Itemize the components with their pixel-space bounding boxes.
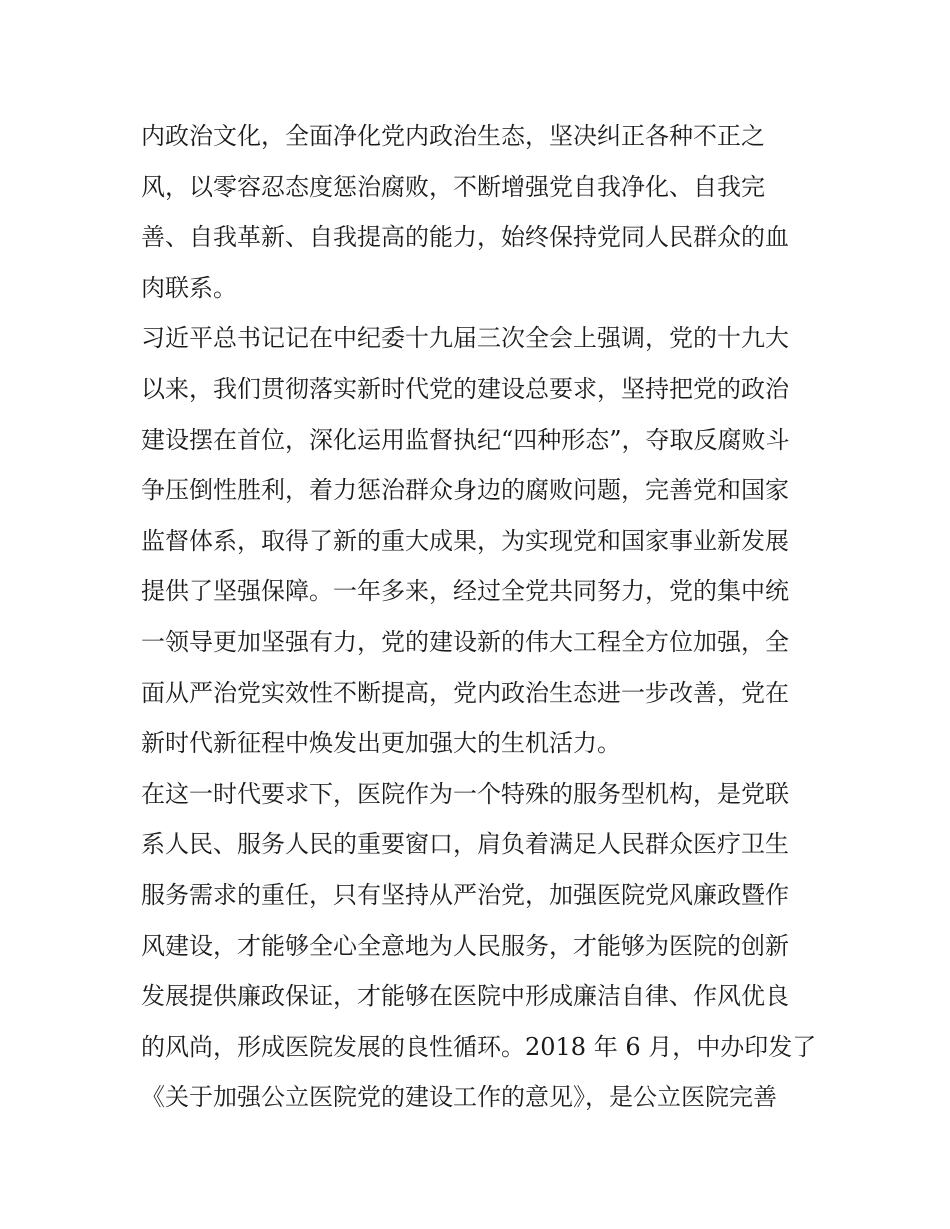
text-line: 习近平总书记记在中纪委十九届三次全会上强调，党的十九大 xyxy=(141,324,789,353)
text-line: 风建设，才能够全心全意地为人民服务，才能够为医院的创新 xyxy=(141,931,789,960)
text-line: 提供了坚强保障。一年多来，经过全党共同努力，党的集中统 xyxy=(141,577,789,606)
text-line: 一领导更加坚强有力，党的建设新的伟大工程全方位加强，全 xyxy=(141,627,789,656)
text-line: 肉联系。 xyxy=(141,273,237,302)
text-line: 内政治文化，全面净化党内政治生态，坚决纠正各种不正之 xyxy=(141,122,765,150)
text-line: 风，以零容忍态度惩治腐败，不断增强党自我净化、自我完 xyxy=(141,172,765,201)
text-line: 争压倒性胜利，着力惩治群众身边的腐败问题，完善党和国家 xyxy=(141,476,789,505)
paragraph-3 xyxy=(141,769,821,1123)
text-line: 《关于加强公立医院党的建设工作的意见》，是公立医院完善 xyxy=(141,1083,777,1112)
document-body xyxy=(141,111,821,1123)
text-line: 在这一时代要求下，医院作为一个特殊的服务型机构，是党联 xyxy=(141,779,789,808)
text-line: 新时代新征程中焕发出更加强大的生机活力。 xyxy=(141,729,621,758)
paragraph-2 xyxy=(141,313,821,768)
text-line: 系人民、服务人民的重要窗口，肩负着满足人民群众医疗卫生 xyxy=(141,830,789,859)
text-line: 面从严治党实效性不断提高，党内政治生态进一步改善，党在 xyxy=(141,678,789,707)
text-line: 善、自我革新、自我提高的能力，始终保持党同人民群众的血 xyxy=(141,223,789,252)
text-line: 建设摆在首位，深化运用监督执纪“四种形态”，夺取反腐败斗 xyxy=(141,425,790,454)
text-line: 发展提供廉政保证，才能够在医院中形成廉洁自律、作风优良 xyxy=(141,982,789,1011)
text-line: 的风尚，形成医院发展的良性循环。2018 年 6 月，中办印发了 xyxy=(141,1032,817,1061)
text-line: 以来，我们贯彻落实新时代党的建设总要求，坚持把党的政治 xyxy=(141,374,789,403)
text-line: 服务需求的重任，只有坚持从严治党，加强医院党风廉政暨作 xyxy=(141,880,789,909)
paragraph-1 xyxy=(141,111,821,313)
text-line: 监督体系，取得了新的重大成果，为实现党和国家事业新发展 xyxy=(141,526,789,555)
